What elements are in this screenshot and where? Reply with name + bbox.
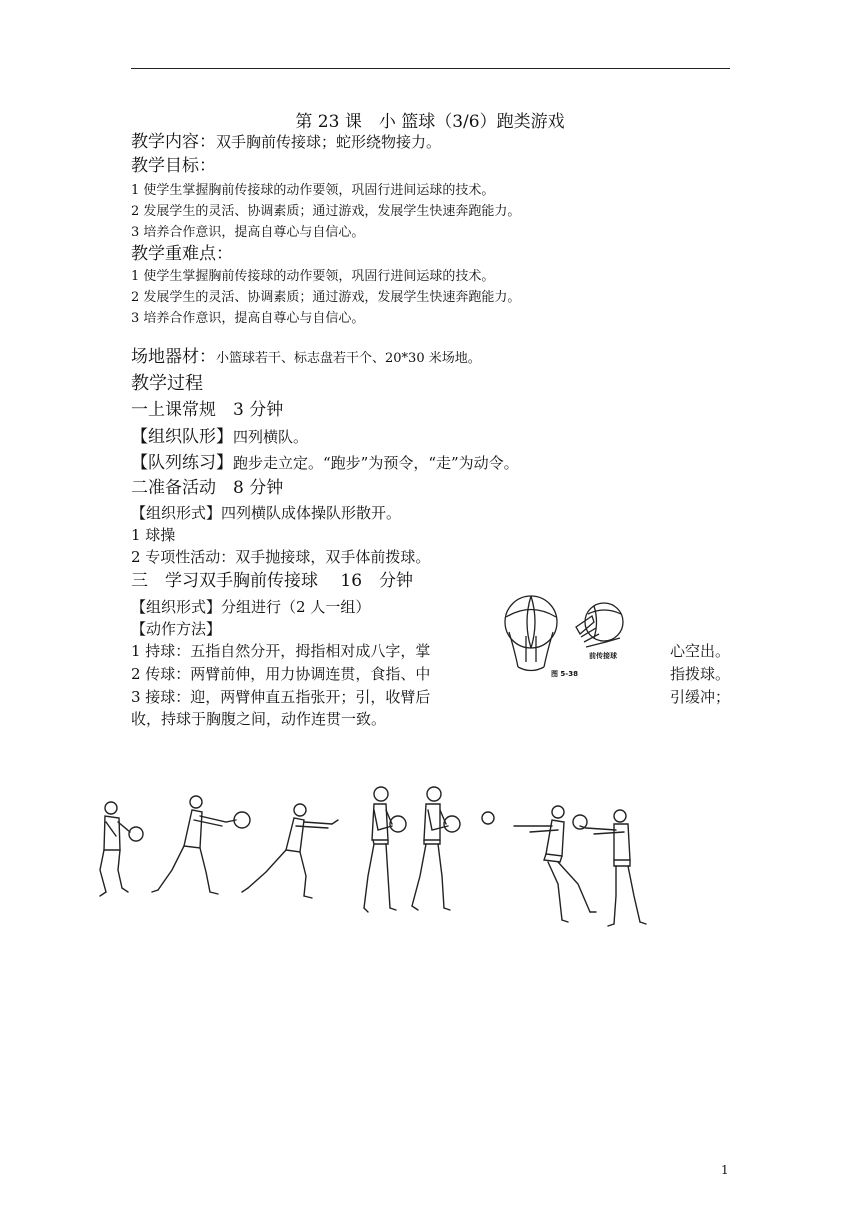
objectives-heading: 教学目标：	[131, 156, 216, 176]
step-1-right: 心空出。	[669, 642, 730, 660]
part3-formation-label: 【组织形式】	[131, 598, 222, 616]
equipment-label: 场地器材：	[131, 347, 216, 367]
part2-formation-text: 四列横队成体操队形散开。	[221, 504, 402, 522]
player-figure-3	[242, 804, 338, 898]
step-last-line: 收，持球于胸腹之间，动作连贯一致。	[131, 710, 387, 728]
part1-drill-label: 【队列练习】	[131, 453, 233, 473]
step-1-left: 1 持球：五指自然分开，拇指相对成八字，掌	[131, 642, 431, 660]
part3-heading: 三 学习双手胸前传接球 16 分钟	[131, 571, 414, 591]
passing-sequence-illustration	[96, 780, 676, 930]
part1-formation	[131, 429, 308, 446]
equipment-line	[131, 349, 481, 366]
objective-item: 2 发展学生的灵活、协调素质；通过游戏，发展学生快速奔跑能力。	[131, 204, 521, 219]
part1-heading: 一上课常规 3 分钟	[131, 400, 284, 420]
part3-formation	[131, 599, 370, 615]
part2-formation-label: 【组织形式】	[131, 504, 222, 522]
figure-caption: 前传接球	[589, 652, 617, 660]
key-point-item: 3 培养合作意识，提高自尊心与自信心。	[131, 311, 365, 326]
part2-heading: 二准备活动 8 分钟	[131, 478, 284, 498]
figure-number: 图 5-38	[551, 670, 578, 678]
lesson-title: 第 23 课 小 篮球（3/6）跑类游戏	[295, 112, 565, 132]
part1-drill-text: 跑步走立定。“跑步”为预令，“走”为动令。	[233, 454, 519, 472]
ball-in-flight	[482, 812, 494, 824]
step-2-left: 2 传球：两臂前伸，用力协调连贯，食指、中	[131, 665, 431, 683]
key-point-item: 1 使学生掌握胸前传接球的动作要领，巩固行进间运球的技术。	[131, 269, 495, 284]
player-figure-1	[100, 802, 143, 896]
step-2-right: 指拨球。	[669, 665, 730, 683]
part2-item: 2 专项性活动：双手抛接球，双手体前拨球。	[131, 548, 431, 566]
part2-formation	[131, 505, 401, 521]
player-figure-4	[364, 787, 406, 912]
key-points-heading: 教学重难点：	[131, 244, 233, 264]
part2-item: 1 球操	[131, 526, 176, 544]
part1-drill	[131, 455, 519, 472]
player-figure-2	[152, 796, 250, 894]
content-line	[131, 134, 441, 151]
header-rule	[131, 68, 730, 69]
player-figure-7	[573, 810, 646, 926]
step-3-right: 引缓冲；	[669, 688, 730, 706]
player-figure-6	[514, 806, 596, 922]
content-text: 双手胸前传接球；蛇形绕物接力。	[216, 133, 442, 151]
objective-item: 1 使学生掌握胸前传接球的动作要领，巩固行进间运球的技术。	[131, 183, 495, 198]
part3-method-label: 【动作方法】	[131, 620, 222, 638]
part1-formation-label: 【组织队形】	[131, 427, 233, 447]
objective-item: 3 培养合作意识，提高自尊心与自信心。	[131, 225, 365, 240]
hand-ball-figure	[496, 592, 644, 682]
page-number: 1	[721, 1163, 729, 1177]
key-point-item: 2 发展学生的灵活、协调素质；通过游戏，发展学生快速奔跑能力。	[131, 290, 521, 305]
player-figure-5	[412, 787, 460, 910]
equipment-text: 小篮球若干、标志盘若干个、20*30 米场地。	[216, 351, 481, 366]
part3-formation-text: 分组进行（2 人一组）	[221, 598, 371, 616]
step-3-left: 3 接球：迎，两臂伸直五指张开；引，收臂后	[131, 688, 431, 706]
part1-formation-text: 四列横队。	[233, 428, 309, 446]
content-label: 教学内容：	[131, 132, 216, 152]
process-heading: 教学过程	[131, 373, 203, 394]
